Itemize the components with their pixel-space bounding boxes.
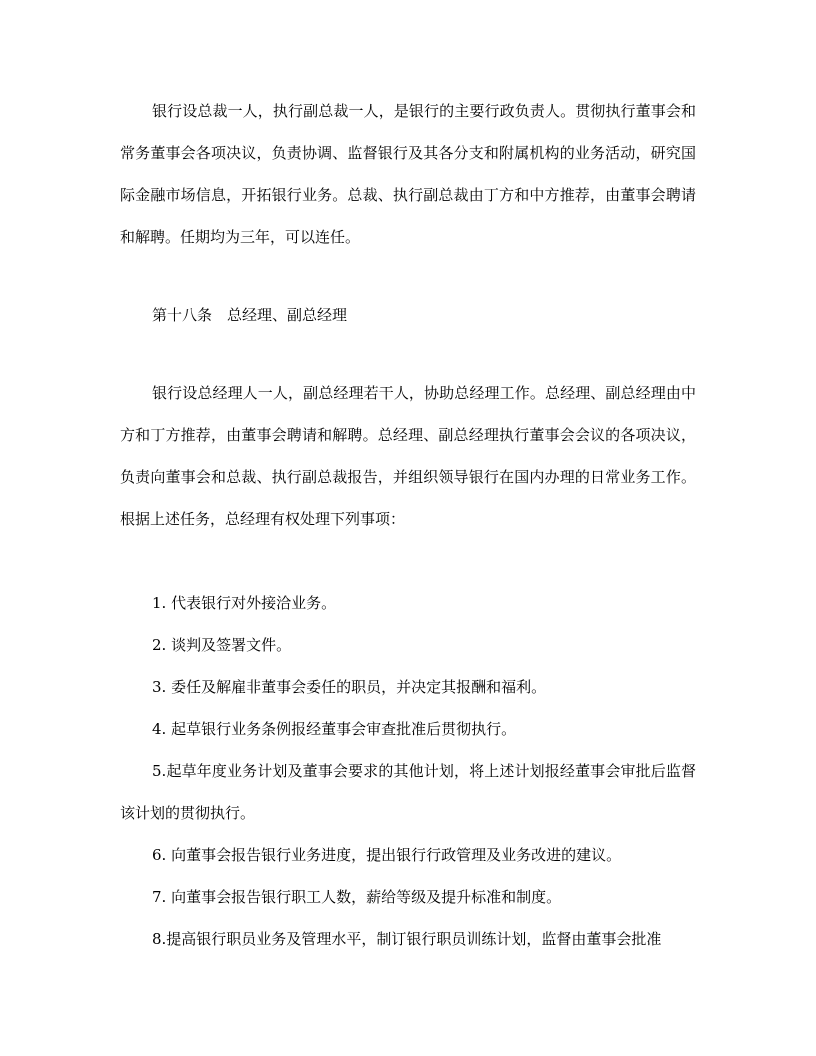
list-item: 1. 代表银行对外接洽业务。 bbox=[152, 594, 337, 612]
list-item: 2. 谈判及签署文件。 bbox=[152, 636, 292, 654]
list-item: 3. 委任及解雇非董事会委任的职员，并决定其报酬和福利。 bbox=[152, 678, 547, 696]
list-item: 4. 起草银行业务条例报经董事会审查批准后贯彻执行。 bbox=[152, 720, 517, 738]
list-item: 8.提高银行职员业务及管理水平，制订银行职员训练计划，监督由董事会批准 bbox=[152, 930, 662, 948]
article-heading: 第十八条 总经理、副总经理 bbox=[152, 306, 348, 324]
document-body bbox=[120, 90, 696, 960]
list-item: 6. 向董事会报告银行业务进度，提出银行行政管理及业务改进的建议。 bbox=[152, 846, 622, 864]
spacer bbox=[120, 540, 696, 582]
paragraph: 银行设总裁一人，执行副总裁一人，是银行的主要行政负责人。贯彻执行董事会和常务董事会各项决议，负责协调、监督银行及其各分支和附属机构的业务活动，研究国际金融市场信息，开拓银行业务。总裁、执行副总裁由丁方和中方推荐，由董事会聘请和解聘。任期均为三年，可以连任。 bbox=[120, 102, 696, 246]
list-item: 5.起草年度业务计划及董事会要求的其他计划，将上述计划报经董事会审批后监督该计划的贯彻执行。 bbox=[120, 762, 696, 822]
list-item: 7. 向董事会报告银行职工人数，薪给等级及提升标准和制度。 bbox=[152, 888, 562, 906]
paragraph: 银行设总经理人一人，副总经理若干人，协助总经理工作。总经理、副总经理由中方和丁方推荐，由董事会聘请和解聘。总经理、副总经理执行董事会会议的各项决议，负责向董事会和总裁、执行副总裁报告，并组织领导银行在国内办理的日常业务工作。根据上述任务，总经理有权处理下列事项： bbox=[120, 384, 696, 528]
